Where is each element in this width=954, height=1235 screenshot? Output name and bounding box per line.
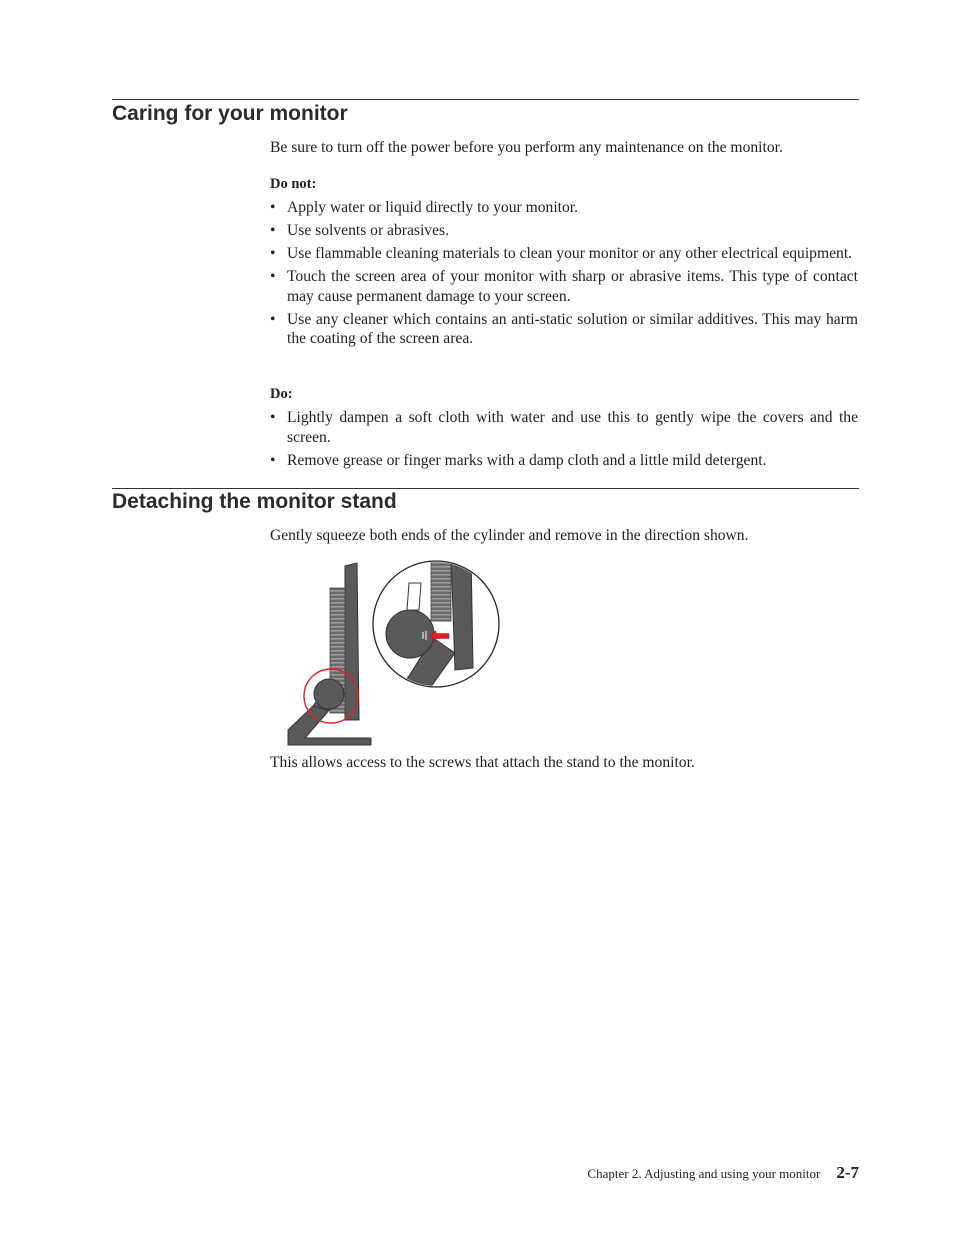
monitor-side-view xyxy=(288,563,371,745)
list-item-text: Apply water or liquid directly to your monitor. xyxy=(287,199,579,216)
bullet-icon: • xyxy=(270,409,276,426)
section-rule-caring xyxy=(112,99,859,100)
do-not-list xyxy=(270,198,858,352)
list-item-text: Use solvents or abrasives. xyxy=(287,222,449,239)
section-rule-detaching xyxy=(112,488,859,489)
bullet-icon: • xyxy=(270,451,276,469)
bullet-icon: • xyxy=(270,199,276,216)
list-item xyxy=(270,244,858,264)
detaching-intro: Gently squeeze both ends of the cylinder and remove in the direction shown. xyxy=(270,527,749,544)
list-item-text: Use any cleaner which contains an anti-static solution or similar additives. This may harm the coating of the screen area. xyxy=(287,310,858,347)
detaching-after: This allows access to the screws that attach the stand to the monitor. xyxy=(270,754,695,771)
do-not-label: Do not: xyxy=(270,176,317,192)
footer-chapter: Chapter 2. Adjusting and using your monitor xyxy=(587,1166,821,1181)
bullet-icon: • xyxy=(270,310,276,328)
list-item xyxy=(270,267,858,306)
list-item xyxy=(270,310,858,349)
page-number: 2-7 xyxy=(836,1163,859,1182)
heading-caring: Caring for your monitor xyxy=(112,102,348,125)
zoom-detail-view xyxy=(373,558,499,698)
list-item xyxy=(270,408,858,447)
bullet-icon: • xyxy=(270,268,276,285)
heading-detaching: Detaching the monitor stand xyxy=(112,490,397,513)
list-item-text: Use flammable cleaning materials to clean your monitor or any other electrical equipment. xyxy=(287,245,853,262)
do-list xyxy=(270,408,858,474)
caring-intro: Be sure to turn off the power before you perform any maintenance on the monitor. xyxy=(270,139,783,156)
page-footer xyxy=(587,1163,859,1183)
list-item-text: Touch the screen area of your monitor with sharp or abrasive items. This type of contact may cause permanent damage to your screen. xyxy=(287,268,858,305)
list-item xyxy=(270,198,858,218)
list-item xyxy=(270,221,858,241)
list-item-text: Remove grease or finger marks with a damp cloth and a little mild detergent. xyxy=(287,451,767,469)
list-item-text: Lightly dampen a soft cloth with water and use this to gently wipe the covers and the screen. xyxy=(287,409,858,446)
do-label: Do: xyxy=(270,386,293,402)
bullet-icon: • xyxy=(270,222,276,239)
list-item xyxy=(270,451,858,471)
stand-detach-illustration xyxy=(283,558,503,748)
bullet-icon: • xyxy=(270,245,276,262)
stand-detach-svg xyxy=(283,558,503,748)
